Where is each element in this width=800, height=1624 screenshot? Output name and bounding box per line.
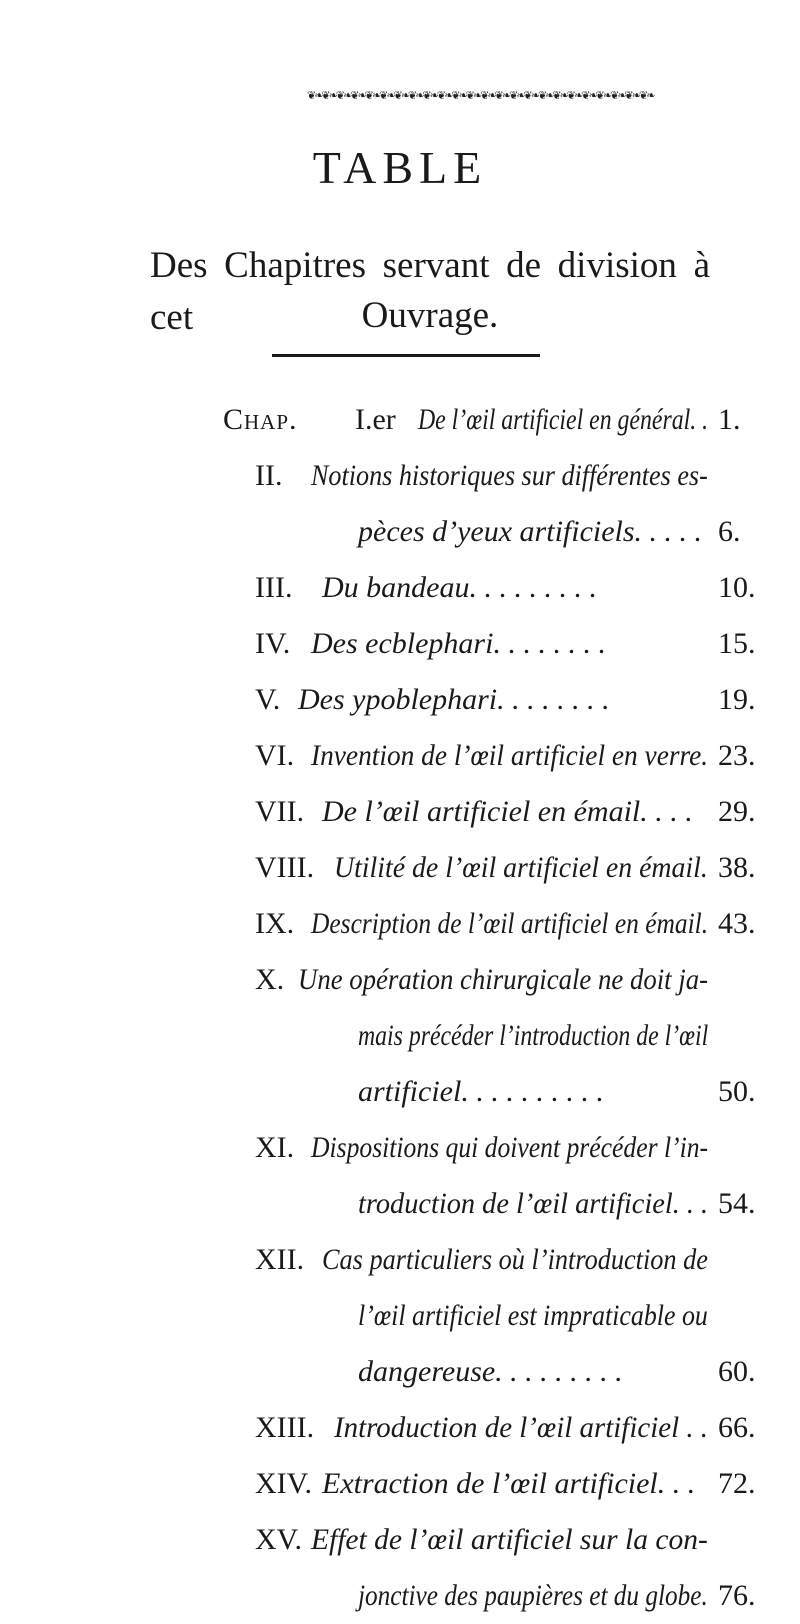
toc-line	[0, 1064, 800, 1120]
toc-line	[0, 1288, 800, 1344]
chapter-title: Une opération chirurgicale ne doit ja-	[298, 963, 708, 996]
chapter-title: Notions historiques sur différentes es-	[311, 459, 708, 492]
chapter-title: Cas particuliers où l’introduction de	[322, 1243, 708, 1276]
toc-line	[0, 448, 800, 504]
page-number: 10.	[718, 571, 756, 604]
page-number: 66.	[718, 1411, 756, 1444]
toc-line	[0, 616, 800, 672]
toc-line	[0, 560, 800, 616]
page-title: TABLE	[312, 142, 488, 193]
chapter-title: Description de l’œil artificiel en émail.	[311, 907, 709, 940]
chapter-title: dangereuse. . . . . . . . .	[358, 1355, 623, 1388]
chapter-title: jonctive des paupières et du globe.	[358, 1579, 708, 1612]
chapter-number: XIV.	[255, 1467, 312, 1500]
page-number: 50.	[718, 1075, 756, 1108]
page-number: 72.	[718, 1467, 756, 1500]
chapter-title: Utilité de l’œil artificiel en émail.	[334, 851, 708, 884]
chapter-number: XIII.	[255, 1411, 315, 1444]
page-number: 43.	[718, 907, 756, 940]
chapter-number: X.	[255, 963, 285, 996]
page-number: 38.	[718, 851, 756, 884]
toc-line	[0, 392, 800, 448]
chapter-number: III.	[255, 571, 293, 604]
toc-line	[0, 840, 800, 896]
toc-line	[0, 504, 800, 560]
toc-line	[0, 1512, 800, 1568]
page-number: 60.	[718, 1355, 756, 1388]
chapter-title: De l’œil artificiel en général. .	[418, 403, 709, 436]
chapter-title: artificiel. . . . . . . . . .	[358, 1075, 604, 1108]
subtitle-line-1: Des Chapitres servant de division à cet	[150, 245, 710, 338]
page-number: 54.	[718, 1187, 756, 1220]
toc-line	[0, 1232, 800, 1288]
chapter-title: l’œil artificiel est impraticable ou	[358, 1299, 708, 1332]
chapter-number: XV.	[255, 1523, 302, 1556]
toc-line	[0, 1120, 800, 1176]
chapter-title: Extraction de l’œil artificiel. . .	[322, 1467, 696, 1500]
page-number: 19.	[718, 683, 756, 716]
toc-line	[0, 1008, 800, 1064]
chapter-number: VII.	[255, 795, 305, 828]
chapter-number: XII.	[255, 1243, 305, 1276]
chapter-number: XI.	[255, 1131, 295, 1164]
toc-line	[0, 1456, 800, 1512]
chapter-number: IV.	[255, 627, 291, 660]
toc-line	[0, 1344, 800, 1400]
chapter-label: Chap.	[223, 403, 298, 436]
chapter-number: VI.	[255, 739, 295, 772]
chapter-title: Effet de l’œil artificiel sur la con-	[311, 1523, 708, 1556]
chapter-number: V.	[255, 683, 281, 716]
page-number: 1.	[718, 403, 741, 436]
chapter-title: Dispositions qui doivent précéder l’in-	[311, 1131, 709, 1164]
header-ornament: ❦❧❦❧❦❧❦❧❦❧❦❧❦❧❦❧❦❧❦❧❦❧❦❧❦❧❦❧❦❧❦❧❦❧❦❧❦❧❦❧❦❧❦❧❦❧❦❧	[307, 89, 654, 102]
page-number: 29.	[718, 795, 756, 828]
toc-line	[0, 1400, 800, 1456]
page-number: 76.	[718, 1579, 756, 1612]
chapter-title: De l’œil artificiel en émail. . . .	[322, 795, 693, 828]
toc-line	[0, 1176, 800, 1232]
separator-rule	[272, 354, 540, 357]
subtitle-line-2: Ouvrage.	[361, 295, 499, 336]
toc-line	[0, 952, 800, 1008]
chapter-title: mais précéder l’introduction de l’œil	[358, 1019, 709, 1052]
chapter-number: II.	[255, 459, 283, 492]
chapter-title: Des ypoblephari. . . . . . . .	[298, 683, 610, 716]
chapter-title: Des ecblephari. . . . . . . .	[311, 627, 606, 660]
toc-line	[0, 1568, 800, 1624]
chapter-number: VIII.	[255, 851, 315, 884]
toc-line	[0, 672, 800, 728]
page-number: 23.	[718, 739, 756, 772]
page-number: 6.	[718, 515, 741, 548]
chapter-number: IX.	[255, 907, 295, 940]
chapter-title: Introduction de l’œil artificiel . .	[334, 1411, 709, 1444]
chapter-title: Invention de l’œil artificiel en verre.	[311, 739, 709, 772]
page-number: 15.	[718, 627, 756, 660]
chapter-title: Du bandeau. . . . . . . . .	[322, 571, 597, 604]
toc-line	[0, 896, 800, 952]
toc-line	[0, 728, 800, 784]
chapter-title: troduction de l’œil artificiel. . .	[358, 1187, 709, 1220]
toc-line	[0, 784, 800, 840]
chapter-number: I.er	[355, 403, 396, 436]
chapter-title: pèces d’yeux artificiels. . . . .	[358, 515, 703, 548]
